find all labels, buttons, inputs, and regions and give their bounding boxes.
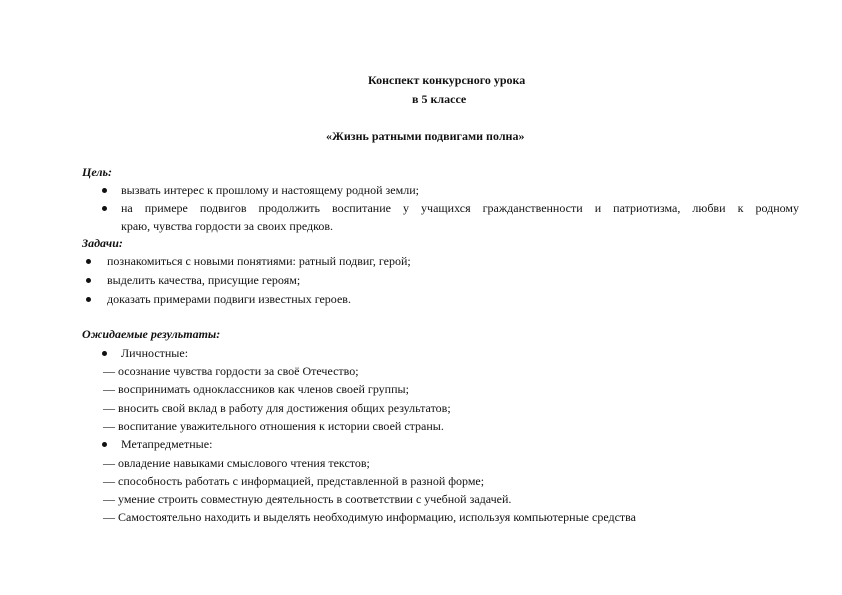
personal-item: — осознание чувства гордости за своё Отечество; [103, 364, 359, 378]
tasks-heading: Задачи: [82, 236, 123, 250]
meta-item: — способность работать с информацией, представленной в разной форме; [103, 474, 485, 488]
bullet-icon [102, 188, 107, 193]
meta-label: Метапредметные: [121, 437, 213, 451]
goal-item: на примере подвигов продолжить воспитание у учащихся гражданственности и патриотизма, любви к родному [121, 201, 799, 215]
task-item: выделить качества, присущие героям; [107, 273, 301, 287]
title-line-1: Конспект конкурсного урока [368, 73, 526, 87]
bullet-icon [102, 206, 107, 211]
title-line-2: в 5 классе [412, 92, 467, 106]
lesson-title: «Жизнь ратными подвигами полна» [326, 129, 525, 143]
bullet-icon [102, 442, 107, 447]
personal-item: — вносить свой вклад в работу для достижения общих результатов; [103, 401, 451, 415]
personal-label: Личностные: [121, 346, 189, 360]
meta-item: — Самостоятельно находить и выделять необходимую информацию, используя компьютерные средства [103, 510, 636, 524]
bullet-icon [86, 297, 91, 302]
task-item: доказать примерами подвиги известных героев. [107, 292, 351, 306]
personal-item: — воспитание уважительного отношения к истории своей страны. [103, 419, 444, 433]
bullet-icon [86, 278, 91, 283]
meta-item: — умение строить совместную деятельность в соответствии с учебной задачей. [103, 492, 512, 506]
personal-item: — воспринимать одноклассников как членов своей группы; [103, 382, 409, 396]
goal-item-continuation: краю, чувства гордости за своих предков. [121, 219, 333, 233]
meta-item: — овладение навыками смыслового чтения текстов; [103, 456, 370, 470]
results-heading: Ожидаемые результаты: [82, 327, 221, 341]
bullet-icon [102, 351, 107, 356]
bullet-icon [86, 259, 91, 264]
goal-heading: Цель: [82, 165, 112, 179]
goal-item: вызвать интерес к прошлому и настоящему родной земли; [121, 183, 419, 197]
task-item: познакомиться с новыми понятиями: ратный подвиг, герой; [107, 254, 411, 268]
